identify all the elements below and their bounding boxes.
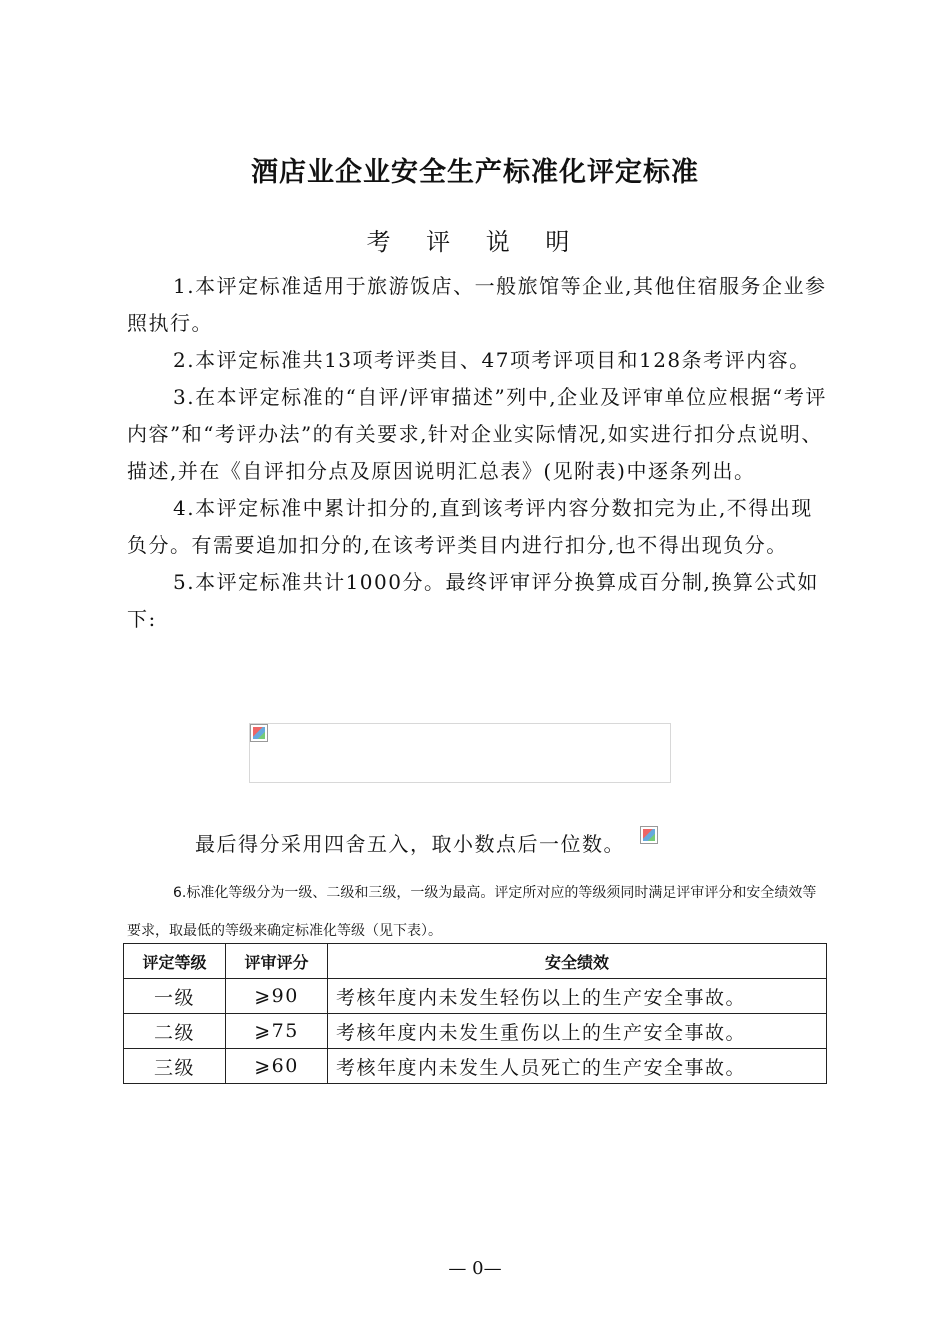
grade-note-text: 6.标准化等级分为一级、二级和三级，一级为最高。评定所对应的等级须同时满足评审评分和安全绩效等要求，取最低的等级来确定标准化等级（见下表）。 [127, 885, 817, 939]
paragraph-5: 5.本评定标准共计1000分。最终评审评分换算成百分制,换算公式如下: [127, 570, 819, 631]
broken-image-icon [640, 826, 658, 844]
rounding-note [195, 828, 625, 857]
table-row [124, 1049, 827, 1084]
cell-performance: 考核年度内未发生人员死亡的生产安全事故。 [328, 1049, 827, 1084]
paragraph-3: 3.在本评定标准的“自评/评审描述”列中,企业及评审单位应根据“考评内容”和“考评办法”的有关要求,针对企业实际情况,如实进行扣分点说明、描述,并在《自评扣分点及原因说明汇总表》(见附表)中逐条列出。 [127, 385, 827, 483]
cell-score: ⩾60 [226, 1049, 328, 1084]
cell-performance: 考核年度内未发生轻伤以上的生产安全事故。 [328, 979, 827, 1014]
grade-table [123, 943, 827, 1084]
cell-score: ⩾75 [226, 1014, 328, 1049]
section-subtitle: 考 评 说 明 [366, 228, 584, 256]
paragraph-2: 2.本评定标准共13项考评类目、47项考评项目和128条考评内容。 [173, 348, 811, 372]
cell-performance: 考核年度内未发生重伤以上的生产安全事故。 [328, 1014, 827, 1049]
cell-grade: 三级 [124, 1049, 226, 1084]
table-header-row [124, 944, 827, 979]
rounding-note-text: 最后得分采用四舍五入，取小数点后一位数。 [195, 832, 625, 856]
paragraph-1: 1.本评定标准适用于旅游饭店、一般旅馆等企业,其他住宿服务企业参照执行。 [127, 274, 827, 335]
table-row [124, 979, 827, 1014]
header-score: 评审评分 [226, 944, 328, 979]
cell-grade: 二级 [124, 1014, 226, 1049]
page-number: — 0— [448, 1258, 502, 1279]
paragraph-4: 4.本评定标准中累计扣分的,直到该考评内容分数扣完为止,不得出现负分。有需要追加扣分的,在该考评类目内进行扣分,也不得出现负分。 [127, 496, 813, 557]
grade-note [127, 874, 827, 950]
body-text [127, 268, 827, 638]
broken-image-icon [250, 724, 268, 742]
header-performance: 安全绩效 [328, 944, 827, 979]
header-grade: 评定等级 [124, 944, 226, 979]
table-row [124, 1014, 827, 1049]
cell-grade: 一级 [124, 979, 226, 1014]
document-title: 酒店业企业安全生产标准化评定标准 [251, 157, 699, 188]
cell-score: ⩾90 [226, 979, 328, 1014]
formula-image-placeholder [249, 723, 671, 783]
